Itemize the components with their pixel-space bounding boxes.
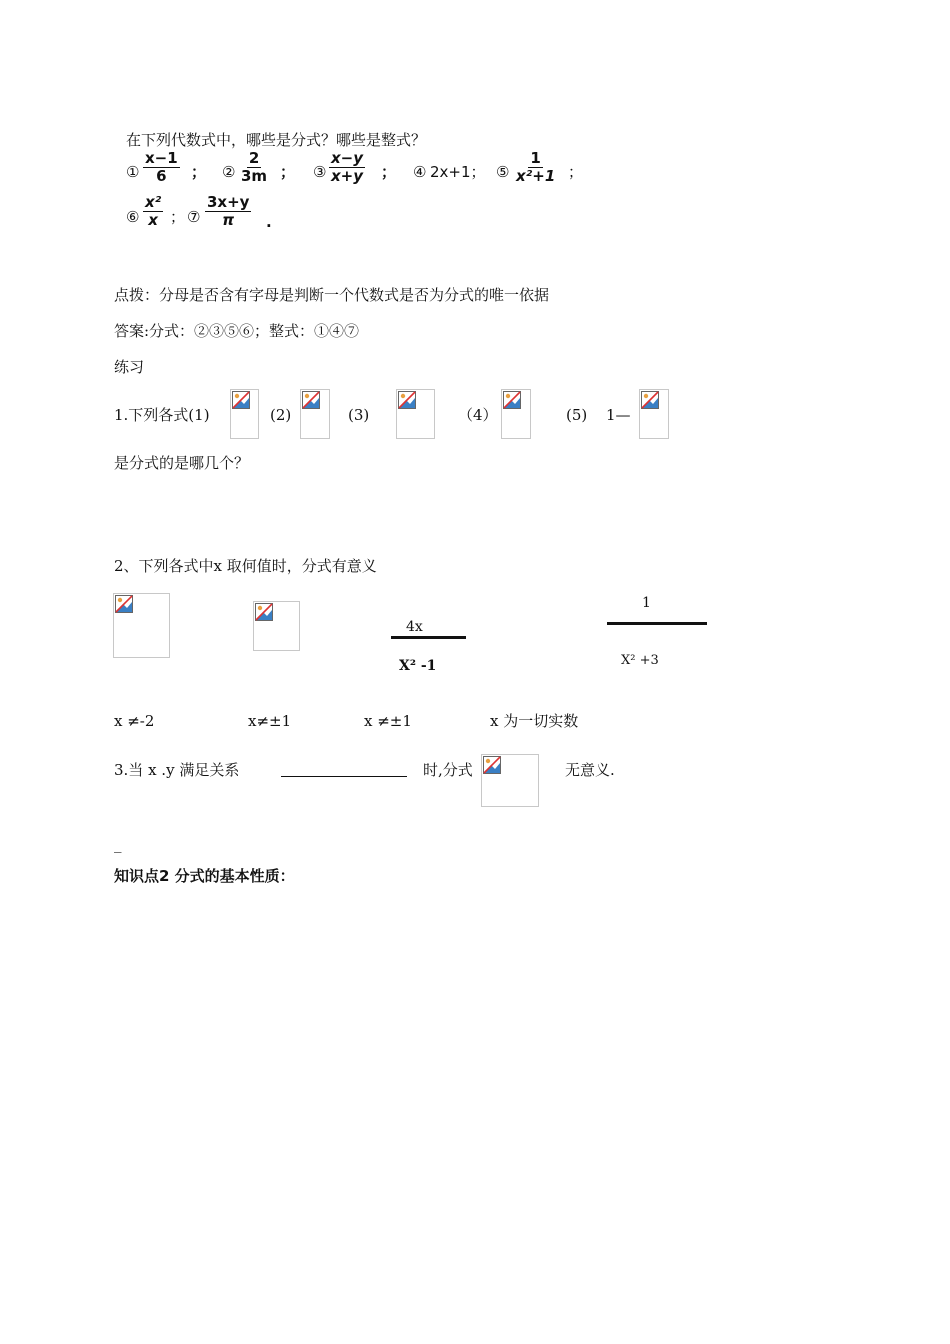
item-sep-2: ； <box>280 163 296 181</box>
fraction-1 <box>143 150 180 185</box>
fraction-3-denominator: x+y <box>331 167 364 185</box>
fraction-1-numerator: x−1 <box>145 149 178 167</box>
q2-frac4-denominator: X² +3 <box>621 653 659 668</box>
fraction-6-denominator: x <box>148 211 158 229</box>
q2-frac4-numerator: 1 <box>642 595 651 611</box>
broken-image-icon <box>641 391 659 409</box>
q2-frac4-bar <box>607 622 707 625</box>
item-marker-1: ① <box>126 163 140 181</box>
item-marker-2: ② <box>222 163 236 181</box>
q2-frac3-denominator: X² -1 <box>399 658 437 674</box>
q2-image-1 <box>113 593 170 658</box>
broken-image-icon <box>255 603 273 621</box>
q1-image-5 <box>639 389 669 439</box>
q2-frac3-bar <box>391 636 466 639</box>
fraction-3 <box>329 150 365 185</box>
q2-image-2 <box>253 601 300 651</box>
q1-image-4 <box>501 389 531 439</box>
q2-answer-2: x≠±1 <box>248 712 292 730</box>
practice-title: 练习 <box>114 358 145 376</box>
q1-image-2 <box>300 389 330 439</box>
q1-prefix: 1.下列各式(1) <box>114 406 210 424</box>
fraction-7-denominator: π <box>222 211 235 229</box>
q1-suffix: 是分式的是哪几个？ <box>114 454 250 472</box>
fraction-7 <box>205 194 251 229</box>
q3-answer-blank[interactable] <box>281 776 407 777</box>
q1-label-5: (5) <box>566 406 588 424</box>
fraction-5-numerator: 1 <box>530 149 541 167</box>
item-sep-7: . <box>266 213 272 231</box>
item-marker-3: ③ <box>313 163 327 181</box>
item-sep-1: ； <box>191 163 207 181</box>
item-text-4: 2x+1； <box>430 163 486 181</box>
answer-text: 答案:分式：②③⑤⑥；整式：①④⑦ <box>114 322 360 340</box>
broken-image-icon <box>302 391 320 409</box>
q3-suffix: 无意义. <box>565 761 615 779</box>
question-prompt: 在下列代数式中，哪些是分式？哪些是整式？ <box>126 131 427 149</box>
q2-answer-3: x ≠±1 <box>364 712 412 730</box>
item-sep-6: ； <box>170 208 186 226</box>
q1-image-3 <box>396 389 435 439</box>
broken-image-icon <box>483 756 501 774</box>
broken-image-icon <box>503 391 521 409</box>
q2-frac3-numerator: 4x <box>406 619 423 635</box>
item-marker-5: ⑤ <box>496 163 510 181</box>
section-2-heading: 知识点2 分式的基本性质： <box>114 867 295 885</box>
q3-middle: 时,分式 <box>423 761 473 779</box>
q1-label-3: (3) <box>348 406 370 424</box>
fraction-2 <box>239 150 269 185</box>
stray-dash: _ <box>114 835 122 853</box>
broken-image-icon <box>398 391 416 409</box>
q1-label-4: （4） <box>458 406 498 424</box>
fraction-1-denominator: 6 <box>156 167 167 185</box>
fraction-6 <box>143 194 163 229</box>
item-sep-5: ； <box>568 163 584 181</box>
q2-prompt: 2、下列各式中x 取何值时，分式有意义 <box>114 557 377 575</box>
broken-image-icon <box>232 391 250 409</box>
fraction-5 <box>514 150 557 185</box>
q1-label-6: 1— <box>606 406 631 424</box>
q3-prefix: 3.当 x .y 满足关系 <box>114 761 240 779</box>
fraction-3-numerator: x−y <box>331 149 364 167</box>
item-sep-3: ； <box>381 163 397 181</box>
q1-label-2: (2) <box>270 406 292 424</box>
broken-image-icon <box>115 595 133 613</box>
item-marker-7: ⑦ <box>187 208 201 226</box>
fraction-5-denominator: x²+1 <box>516 167 556 185</box>
item-marker-6: ⑥ <box>126 208 140 226</box>
fraction-7-numerator: 3x+y <box>207 193 250 211</box>
item-marker-4: ④ <box>413 163 427 181</box>
fraction-2-numerator: 2 <box>248 149 260 167</box>
fraction-2-denominator: 3m <box>241 167 268 185</box>
fraction-6-numerator: x² <box>145 193 162 211</box>
q2-answer-1: x ≠-2 <box>114 712 155 730</box>
q1-image-1 <box>230 389 259 439</box>
q2-answer-4: x 为一切实数 <box>490 712 579 730</box>
q3-image <box>481 754 539 807</box>
hint-text: 点拨：分母是否含有字母是判断一个代数式是否为分式的唯一依据 <box>114 286 550 304</box>
